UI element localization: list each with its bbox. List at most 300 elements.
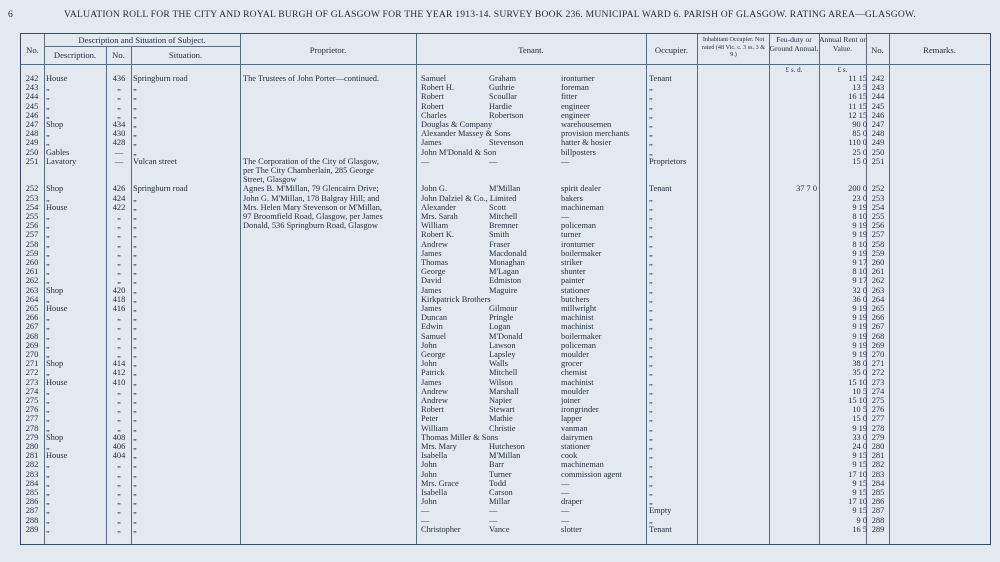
col-situation: Situation. [168, 50, 203, 60]
cell-occup: „ [649, 92, 653, 102]
cell-no-repeat: 279 [871, 432, 885, 442]
cell-sit: „ [133, 248, 137, 258]
cell-desc: „ [46, 524, 50, 534]
cell-desc: „ [46, 469, 50, 479]
cell-no: 281 [25, 451, 39, 461]
cell-occup: „ [649, 138, 653, 148]
cell-tf: John [421, 359, 437, 369]
cell-desc: „ [46, 221, 50, 231]
cell-tf: Alexander [421, 202, 456, 212]
cell-ts: — [489, 156, 498, 166]
cell-no: 247 [25, 120, 39, 129]
cell-ts: Logan [489, 322, 511, 332]
cell-ts: Stewart [489, 405, 515, 415]
cell-occup: „ [649, 276, 653, 286]
cell-sno: 430 [112, 129, 126, 139]
cell-rent: 24 0 [852, 442, 867, 451]
cell-sno: 428 [112, 138, 126, 148]
cell-no: 260 [25, 258, 39, 267]
cell-ts: Pringle [489, 313, 514, 323]
proprietor-line: Donald, 536 Springburn Road, Glasgow [243, 221, 378, 231]
cell-sit: „ [133, 258, 137, 267]
cell-no: 246 [25, 110, 39, 120]
cell-sit: „ [133, 110, 137, 120]
cell-ts: Walls [489, 359, 508, 369]
cell-desc: „ [46, 110, 50, 120]
cell-sno: 410 [112, 377, 126, 387]
cell-sno: — [114, 147, 124, 157]
cell-sit: „ [133, 451, 137, 461]
cell-occ: foreman [561, 83, 589, 93]
cell-tf: James [421, 377, 442, 387]
cell-tf: Thomas Miller & Sons [421, 432, 499, 442]
cell-sno: „ [117, 506, 121, 516]
proprietor-line: The Trustees of John Porter—continued. [243, 74, 380, 83]
cell-sit: „ [133, 359, 137, 369]
cell-occ: engineer [561, 110, 590, 120]
cell-sit: „ [133, 488, 137, 497]
cell-sno: „ [117, 239, 121, 249]
cell-ts: M'Millan [489, 451, 521, 461]
cell-desc: „ [46, 248, 50, 258]
cell-rent: 9 15 [852, 451, 867, 461]
cell-occ: — [561, 488, 570, 497]
cell-rent: 9 19 [852, 340, 867, 350]
cell-no: 262 [25, 276, 39, 286]
col-desc-group: Description and Situation of Subject. [78, 35, 206, 45]
cell-no-repeat: 268 [871, 331, 885, 341]
cell-occ: striker [561, 258, 583, 267]
cell-no: 249 [25, 138, 39, 148]
cell-tf: James [421, 285, 442, 295]
cell-occ: — [561, 156, 570, 166]
cell-sit: „ [133, 469, 137, 479]
cell-no: 259 [25, 248, 39, 258]
cell-no-repeat: 247 [871, 120, 885, 129]
cell-occup: „ [649, 350, 653, 359]
cell-sno: „ [117, 212, 121, 221]
cell-desc: „ [46, 405, 50, 415]
cell-occ: boilermaker [561, 248, 602, 258]
cell-occup: „ [649, 359, 653, 369]
cell-no-repeat: 250 [871, 147, 885, 157]
cell-rent: 15 10 [848, 396, 867, 405]
cell-tf: Robert K. [421, 230, 455, 240]
cell-desc: „ [46, 230, 50, 240]
proprietor-line: per The City Chamberlain, 285 George [243, 166, 374, 175]
cell-sno: — [114, 156, 124, 166]
col-occupier: Occupier. [654, 45, 689, 55]
cell-rent: 9 19 [852, 221, 867, 231]
cell-sit: „ [133, 386, 137, 396]
cell-sit: „ [133, 460, 137, 470]
cell-ts: Christie [489, 423, 516, 433]
cell-no: 269 [25, 340, 39, 350]
cell-sit: „ [133, 294, 137, 304]
cell-no-repeat: 261 [871, 267, 885, 277]
cell-no-repeat: 256 [871, 221, 885, 231]
cell-tf: Edwin [421, 322, 443, 332]
cell-tf: Thomas [421, 258, 448, 267]
cell-no-repeat: 278 [871, 423, 885, 433]
cell-occ: cook [561, 451, 578, 461]
cell-tf: Robert [421, 92, 444, 102]
cell-desc: „ [46, 83, 50, 93]
col-proprietor: Proprietor. [309, 45, 347, 55]
cell-desc: „ [46, 368, 50, 378]
cell-desc: „ [46, 478, 50, 488]
cell-occup: „ [649, 120, 653, 129]
cell-desc: House [46, 451, 68, 461]
cell-sit: „ [133, 377, 137, 387]
cell-tf: — [421, 156, 430, 166]
cell-ts: Scoullar [489, 92, 517, 102]
cell-tf: — [421, 515, 430, 525]
cell-occ: millwright [561, 304, 597, 313]
cell-desc: House [46, 74, 68, 83]
cell-no-repeat: 285 [871, 488, 885, 497]
cell-sit: „ [133, 101, 137, 111]
cell-no: 279 [25, 432, 39, 442]
cell-no-repeat: 275 [871, 396, 885, 405]
cell-tf: William [421, 423, 449, 433]
cell-sit: „ [133, 147, 137, 157]
cell-sit: „ [133, 506, 137, 516]
cell-no-repeat: 265 [871, 304, 885, 313]
cell-ts: Robertson [489, 110, 524, 120]
cell-tf: — [421, 506, 430, 516]
cell-rent: 9 0 [856, 515, 867, 525]
cell-no: 276 [25, 405, 39, 415]
cell-sno: „ [117, 524, 121, 534]
cell-desc: „ [46, 258, 50, 267]
cell-sno: 416 [112, 304, 126, 313]
cell-sit: „ [133, 405, 137, 415]
cell-sno: 412 [112, 368, 126, 378]
cell-occ: boilermaker [561, 331, 602, 341]
cell-desc: „ [46, 212, 50, 221]
cell-occ: butchers [561, 294, 590, 304]
cell-no-repeat: 276 [871, 405, 885, 415]
cell-no: 257 [25, 230, 39, 240]
cell-tf: James [421, 248, 442, 258]
cell-sno: „ [117, 414, 121, 424]
cell-occup: „ [649, 396, 653, 405]
cell-sit: „ [133, 202, 137, 212]
cell-sit: „ [133, 276, 137, 286]
cell-ts: M'Donald [489, 331, 523, 341]
cell-sno: „ [117, 258, 121, 267]
cell-desc: Shop [46, 184, 64, 194]
cell-no: 264 [25, 294, 39, 304]
cell-rent: 110 0 [848, 138, 867, 148]
cell-rent: 9 19 [852, 423, 867, 433]
cell-tf: John [421, 460, 437, 470]
cell-desc: „ [46, 331, 50, 341]
cell-sit: „ [133, 368, 137, 378]
cell-ts: Smith [489, 230, 510, 240]
cell-rent: 15 0 [852, 414, 867, 424]
cell-sit: „ [133, 267, 137, 277]
cell-no-repeat: 243 [871, 83, 885, 93]
cell-occup: „ [649, 432, 653, 442]
cell-no-repeat: 280 [871, 442, 885, 451]
col-sno: No. [112, 50, 125, 60]
cell-occup: Empty [649, 506, 672, 516]
cell-rent: 9 19 [852, 304, 867, 313]
cell-rent: 9 15 [852, 506, 867, 516]
cell-rent: 23 0 [852, 193, 867, 203]
cell-no: 261 [25, 267, 39, 277]
cell-desc: „ [46, 488, 50, 497]
cell-occ: stationer [561, 442, 590, 451]
cell-sno: „ [117, 101, 121, 111]
cell-sit: „ [133, 285, 137, 295]
cell-occup: „ [649, 322, 653, 332]
cell-ts: Gilmour [489, 304, 518, 313]
cell-no-repeat: 263 [871, 285, 885, 295]
cell-rent: 16 15 [848, 92, 867, 102]
cell-desc: „ [46, 442, 50, 451]
cell-no: 245 [25, 101, 39, 111]
cell-no-repeat: 267 [871, 322, 885, 332]
cell-no: 265 [25, 304, 39, 313]
cell-no-repeat: 260 [871, 258, 885, 267]
cell-no-repeat: 258 [871, 239, 885, 249]
feu-units: £ s. d. [785, 66, 803, 74]
cell-rent: 9 17 [852, 258, 867, 267]
cell-no: 277 [25, 414, 39, 424]
cell-sno: „ [117, 478, 121, 488]
cell-no-repeat: 277 [871, 414, 885, 424]
cell-sit: „ [133, 129, 137, 139]
cell-no-repeat: 249 [871, 138, 885, 148]
cell-no-repeat: 287 [871, 506, 885, 516]
cell-sno: 424 [112, 193, 126, 203]
cell-sit: „ [133, 239, 137, 249]
page-number: 6 [8, 9, 13, 20]
cell-no-repeat: 281 [871, 451, 885, 461]
cell-rent: 35 0 [852, 368, 867, 378]
cell-ts: Monaghan [489, 258, 525, 267]
cell-occ: turner [561, 230, 581, 240]
cell-sno: „ [117, 386, 121, 396]
cell-sno: „ [117, 405, 121, 415]
cell-occ: stationer [561, 285, 590, 295]
cell-no-repeat: 253 [871, 193, 885, 203]
cell-rent: 16 5 [852, 524, 867, 534]
cell-occ: machinist [561, 377, 594, 387]
cell-rent: 10 5 [852, 386, 867, 396]
cell-desc: „ [46, 497, 50, 507]
proprietor-line: Agnes B. M'Millan, 79 Glencairn Drive; [243, 184, 379, 194]
cell-no: 267 [25, 322, 39, 332]
rent-units: £ s. [837, 66, 848, 74]
cell-no-repeat: 284 [871, 478, 885, 488]
cell-rent: 85 0 [852, 129, 867, 139]
cell-no-repeat: 289 [871, 524, 885, 534]
cell-occ: ironturner [561, 74, 595, 83]
cell-no-repeat: 288 [871, 515, 885, 525]
cell-no: 248 [25, 129, 39, 139]
cell-sno: „ [117, 423, 121, 433]
cell-occup: „ [649, 304, 653, 313]
cell-desc: „ [46, 313, 50, 323]
cell-sit: „ [133, 515, 137, 525]
cell-no: 256 [25, 221, 39, 231]
cell-occ: moulder [561, 386, 589, 396]
cell-no: 253 [25, 193, 39, 203]
cell-rent: 9 19 [852, 322, 867, 332]
cell-ts: Millar [489, 497, 510, 507]
col-remarks: Remarks. [923, 45, 956, 55]
cell-no: 263 [25, 285, 39, 295]
cell-no-repeat: 272 [871, 368, 885, 378]
cell-sno: 406 [112, 442, 126, 451]
cell-no: 271 [25, 359, 39, 369]
cell-rent: 90 0 [852, 120, 867, 129]
cell-occ: lapper [561, 414, 582, 424]
cell-occ: painter [561, 276, 585, 286]
cell-sno: „ [117, 497, 121, 507]
cell-sno: „ [117, 313, 121, 323]
cell-rent: 15 10 [848, 377, 867, 387]
cell-sno: 418 [112, 294, 126, 304]
cell-occ: ironturner [561, 239, 595, 249]
cell-ts: — [489, 515, 498, 525]
cell-ts: Hardie [489, 101, 512, 111]
cell-rent: 13 5 [852, 83, 867, 93]
cell-rent: 9 19 [852, 350, 867, 359]
cell-rent: 200 0 [848, 184, 867, 194]
cell-tf: Mrs. Grace [421, 478, 459, 488]
cell-desc: Shop [46, 432, 64, 442]
cell-desc: „ [46, 340, 50, 350]
col-tenant: Tenant. [518, 45, 544, 55]
cell-desc: Lavatory [46, 156, 77, 166]
cell-sno: 422 [112, 202, 126, 212]
cell-no: 254 [25, 202, 39, 212]
cell-no-repeat: 271 [871, 359, 885, 369]
cell-no-repeat: 255 [871, 212, 885, 221]
cell-rent: 9 15 [852, 460, 867, 470]
cell-occup: „ [649, 83, 653, 93]
cell-tf: Robert H. [421, 83, 455, 93]
cell-ts: Marshall [489, 386, 519, 396]
cell-desc: „ [46, 129, 50, 139]
cell-occ: moulder [561, 350, 589, 359]
cell-tf: James [421, 304, 442, 313]
cell-sit: „ [133, 313, 137, 323]
cell-sit: „ [133, 396, 137, 405]
cell-sno: „ [117, 460, 121, 470]
cell-occup: „ [649, 110, 653, 120]
cell-tf: Robert [421, 405, 444, 415]
cell-rent: 9 17 [852, 276, 867, 286]
cell-rent: 25 0 [852, 147, 867, 157]
cell-no: 284 [25, 478, 39, 488]
cell-rent: 9 19 [852, 230, 867, 240]
cell-sno: 404 [112, 451, 126, 461]
cell-no-repeat: 246 [871, 110, 885, 120]
proprietor-line: John G. M'Millan, 178 Balgray Hill; and [243, 193, 380, 203]
col-description: Description. [53, 50, 97, 60]
cell-occ: dairymen [561, 432, 593, 442]
cell-sno: „ [117, 515, 121, 525]
proprietor-line: The Corporation of the City of Glasgow, [243, 156, 379, 166]
cell-sno: 434 [112, 120, 126, 129]
cell-sit: „ [133, 423, 137, 433]
cell-ts: Scott [489, 202, 507, 212]
cell-rent: 12 15 [848, 110, 867, 120]
cell-tf: Peter [421, 414, 439, 424]
cell-sit: „ [133, 193, 137, 203]
cell-no-repeat: 245 [871, 101, 885, 111]
cell-ts: Macdonald [489, 248, 527, 258]
cell-ts: Mitchell [489, 212, 518, 221]
cell-rent: 8 10 [852, 239, 867, 249]
cell-no: 270 [25, 350, 39, 359]
cell-no: 268 [25, 331, 39, 341]
cell-ts: Vance [489, 524, 510, 534]
cell-sno: „ [117, 221, 121, 231]
cell-occ: machineman [561, 202, 604, 212]
cell-no-repeat: 262 [871, 276, 885, 286]
cell-desc: „ [46, 414, 50, 424]
cell-sno: „ [117, 267, 121, 277]
cell-ts: Barr [489, 460, 504, 470]
cell-sit: „ [133, 221, 137, 231]
cell-tf: John G. [421, 184, 448, 194]
cell-tf: Isabella [421, 451, 448, 461]
cell-ts: Mitchell [489, 368, 518, 378]
cell-occup: „ [649, 414, 653, 424]
cell-ts: Graham [489, 74, 516, 83]
cell-desc: „ [46, 350, 50, 359]
cell-tf: David [421, 276, 442, 286]
cell-sno: „ [117, 340, 121, 350]
cell-desc: House [46, 202, 68, 212]
cell-rent: 11 15 [848, 74, 867, 83]
cell-occ: policeman [561, 221, 596, 231]
cell-sit: „ [133, 442, 137, 451]
cell-no: 243 [25, 83, 39, 93]
cell-ts: M'Lagan [489, 267, 519, 277]
cell-ts: — [489, 506, 498, 516]
col-rent: Annual Rent or Value. [819, 35, 866, 53]
cell-sit: „ [133, 350, 137, 359]
cell-ts: Carson [489, 488, 513, 497]
cell-occup: Proprietors [649, 156, 687, 166]
cell-rent: 36 0 [852, 294, 867, 304]
proprietor-line: Street, Glasgow [243, 175, 297, 185]
cell-occ: engineer [561, 101, 590, 111]
cell-no-repeat: 282 [871, 460, 885, 470]
cell-no: 283 [25, 469, 39, 479]
cell-no-repeat: 257 [871, 230, 885, 240]
cell-tf: John [421, 469, 437, 479]
cell-desc: „ [46, 386, 50, 396]
cell-occup: „ [649, 101, 653, 111]
cell-no: 252 [25, 184, 39, 194]
cell-no-repeat: 252 [871, 184, 885, 194]
cell-desc: „ [46, 193, 50, 203]
cell-occ: shunter [561, 267, 586, 277]
cell-occ: vanman [561, 423, 588, 433]
cell-sno: „ [117, 248, 121, 258]
cell-occ: hatter & hosier [561, 138, 612, 148]
cell-sit: „ [133, 331, 137, 341]
